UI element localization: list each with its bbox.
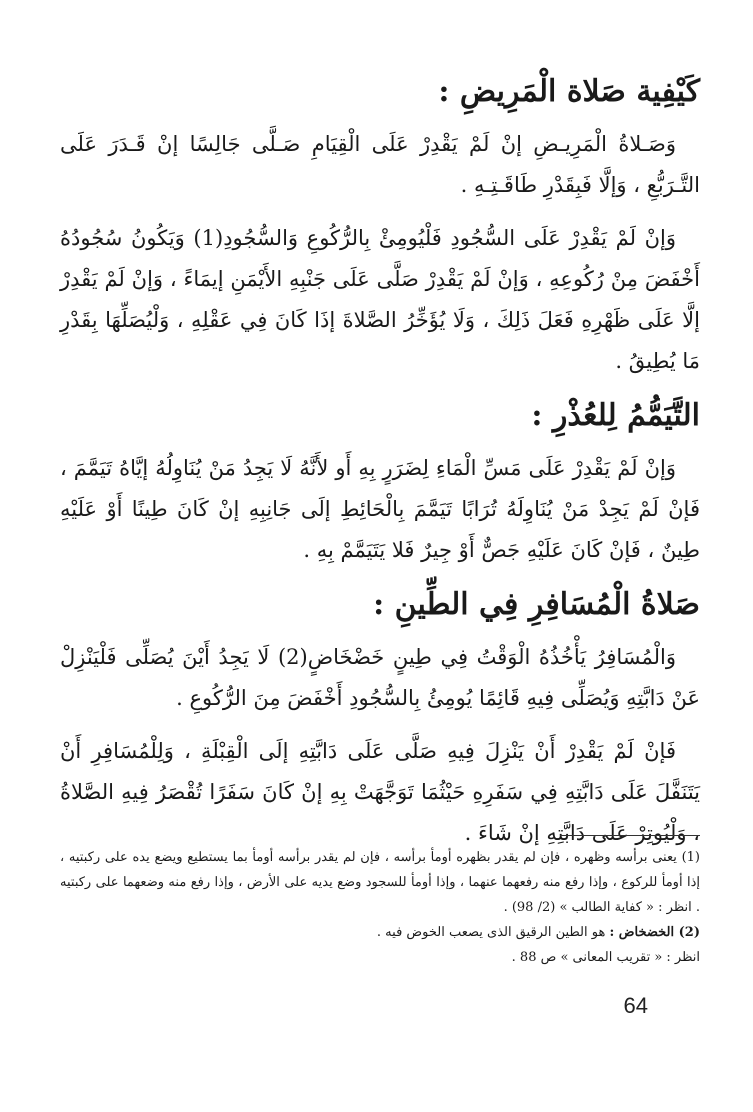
footnote-1-text: (1) يعنى برأسه وظهره ، فإن لم يقدر بظهره أومأ برأسه ، فإن لم يقدر برأسه أومأ بما يستطيع ويضع يده على ركبتيه ، إذا أومأ للركوع ، وإذا رفع منه رفعهما عنهما ، وإذا أومأ للسجود وضع يديه على الأرض ، وإذا رفع منه وضعهما على ركبتيه . (60, 850, 700, 915)
footnote-1 (60, 845, 700, 920)
footnote-divider (560, 835, 700, 836)
page-number: 64 (623, 993, 648, 1018)
section-heading-sick-prayer: كَيْفِية صَلاة الْمَرِيضِ : (438, 74, 700, 109)
paragraph: وَصَـلاةُ الْمَرِيـضِ إنْ لَمْ يَقْدِرْ عَلَى الْقِيَامِ صَـلَّى جَالِسًا إنْ قَـدَرَ عَلَى التَّـرَبُّعِ ، وَإلَّا فَبِقَدْرِ طَاقَـتِـهِ . (60, 132, 700, 197)
footnote-2 (60, 920, 700, 945)
footnote-2-text: هو الطين الرقيق الذى يصعب الخوض فيه . (376, 925, 606, 940)
footnotes (60, 845, 700, 970)
footnote-2-reference: انظر : « تقريب المعانى » ص 88 . (511, 950, 700, 965)
footnote-1-reference: انظر : « كفاية الطالب » (2/ 98) . (503, 900, 692, 915)
section-heading-traveler-mud: صَلاةُ الْمُسَافِرِ فِي الطِّينِ : (373, 587, 700, 622)
section-heading-tayammum: التَّيَمُّمُ لِلعُذْرِ : (531, 398, 700, 433)
paragraph: وَالْمُسَافِرُ يَأْخُذُهُ الْوَقْتُ فِي طِينٍ خَضْخَاضٍ(2) لَا يَجِدُ أَيْنَ يُصَلِّى فَلْيَنْزِلْ عَنْ دَابَّتِهِ وَيُصَلِّى فِيهِ قَائِمًا يُومِئُ بِالسُّجُودِ أَخْفَضَ مِنَ الرُّكُوعِ . (60, 645, 700, 710)
paragraph: فَإنْ لَمْ يَقْدِرْ أَنْ يَنْزِلَ فِيهِ صَلَّى عَلَى دَابَّتِهِ إلَى الْقِبْلَةِ ، وَلِلْمُسَافِرِ أَنْ يَتَنَفَّلَ عَلَى دَابَّتِهِ فِي سَفَرِهِ حَيْثُمَا تَوَجَّهَتْ بِهِ إنْ كَانَ سَفَرًا تُقْصَرُ فِيهِ الصَّلاةُ ، وَلْيُوتِرْ عَلَى دَابَّتِهِ إنْ شَاءَ . (60, 739, 700, 845)
paragraph: وَإنْ لَمْ يَقْدِرْ عَلَى مَسِّ الْمَاءِ لِضَرَرٍ بِهِ أَو لأَنَّهُ لَا يَجِدُ مَنْ يُنَاوِلُهُ إيَّاهُ تَيَمَّمَ ، فَإنْ لَمْ يَجِدْ مَنْ يُنَاوِلَهُ تُرَابًا تَيَمَّمَ بِالْحَائِطِ إلَى جَانِبِهِ إنْ كَانَ طِينًا أَوْ عَلَيْهِ طِينٌ ، فَإنْ كَانَ عَلَيْهِ جَصٌّ أَوْ جِيرٌ فَلا يَتَيَمَّمْ بِهِ . (60, 456, 700, 562)
footnote-2-label: (2) الخضخاض : (609, 925, 700, 940)
page-body (60, 70, 700, 965)
paragraph: وَإنْ لَمْ يَقْدِرْ عَلَى السُّجُودِ فَلْيُومِئْ بِالرُّكُوعِ وَالسُّجُودِ(1) وَيَكُونُ سُجُودُهُ أَخْفَضَ مِنْ رُكُوعِهِ ، وَإنْ لَمْ يَقْدِرْ صَلَّى عَلَى جَنْبِهِ الأَيْمَنِ إيمَاءً ، وَإنْ لَمْ يَقْدِرْ إلَّا عَلَى ظَهْرِهِ فَعَلَ ذَلِكَ ، وَلَا يُؤَخِّرُ الصَّلاةَ إذَا كَانَ فِي عَقْلِهِ ، وَلْيُصَلِّهَا بِقَدْرِ مَا يُطِيقُ . (60, 226, 700, 373)
